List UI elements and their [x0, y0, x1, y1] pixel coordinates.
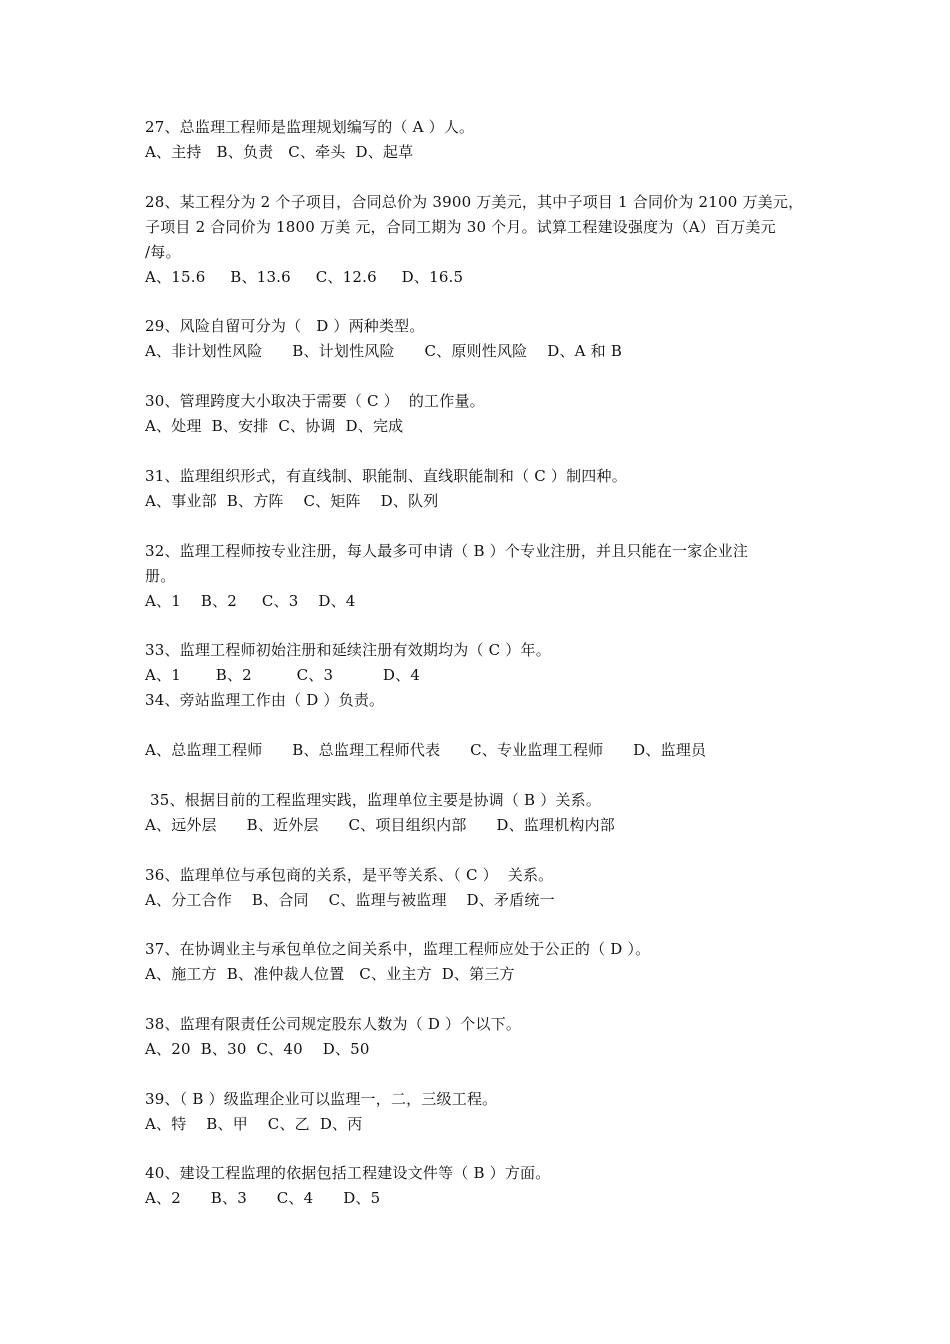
options-39: A、特 B、甲 C、乙 D、丙 [145, 1115, 363, 1133]
question-32-line-1: 32、监理工程师按专业注册，每人最多可申请（ B ）个专业注册，并且只能在一家企业注 [145, 542, 749, 560]
question-28-line-1: 28、某工程分为 2 个子项目，合同总价为 3900 万美元，其中子项目 1 合同价为 2100 万美元， [145, 193, 804, 211]
options-40: A、2 B、3 C、4 D、5 [145, 1189, 381, 1207]
options-30: A、处理 B、安排 C、协调 D、完成 [145, 417, 404, 435]
question-40: 40、建设工程监理的依据包括工程建设文件等（ B ）方面。 [145, 1164, 551, 1182]
question-34: 34、旁站监理工作由（ D ）负责。 [145, 691, 385, 709]
question-38: 38、监理有限责任公司规定股东人数为（ D ）个以下。 [145, 1015, 522, 1033]
options-37: A、施工方 B、准仲裁人位置 C、业主方 D、第三方 [145, 965, 515, 983]
question-30: 30、管理跨度大小取决于需要（ C ） 的工作量。 [145, 392, 485, 410]
options-29: A、非计划性风险 B、计划性风险 C、原则性风险 D、A 和 B [145, 342, 623, 360]
question-37: 37、在协调业主与承包单位之间关系中，监理工程师应处于公正的（ D ）。 [145, 940, 651, 958]
question-39: 39、（ B ）级监理企业可以监理一，二，三级工程。 [145, 1090, 498, 1108]
options-28: A、15.6 B、13.6 C、12.6 D、16.5 [145, 268, 464, 286]
question-28-line-2: 子项目 2 合同价为 1800 万美 元，合同工期为 30 个月。试算工程建设强度为（A）百万美元 [145, 218, 776, 236]
options-27: A、主持 B、负责 C、牵头 D、起草 [145, 143, 414, 161]
options-35: A、远外层 B、近外层 C、项目组织内部 D、监理机构内部 [145, 816, 615, 834]
question-28-line-3: /每。 [145, 243, 181, 261]
options-33: A、1 B、2 C、3 D、4 [145, 666, 421, 684]
options-31: A、事业部 B、方阵 C、矩阵 D、队列 [145, 492, 439, 510]
question-31: 31、监理组织形式，有直线制、职能制、直线职能制和（ C ）制四种。 [145, 467, 627, 485]
question-36: 36、监理单位与承包商的关系，是平等关系、（ C ） 关系。 [145, 866, 554, 884]
question-29: 29、风险自留可分为（ D ）两种类型。 [145, 317, 425, 335]
options-38: A、20 B、30 C、40 D、50 [145, 1040, 370, 1058]
question-35: 35、根据目前的工程监理实践，监理单位主要是协调（ B ）关系。 [145, 791, 602, 809]
question-27: 27、总监理工程师是监理规划编写的（ A ）人。 [145, 118, 475, 136]
question-32-line-2: 册。 [145, 567, 176, 585]
options-34: A、总监理工程师 B、总监理工程师代表 C、专业监理工程师 D、监理员 [145, 741, 707, 759]
options-36: A、分工合作 B、合同 C、监理与被监理 D、矛盾统一 [145, 891, 555, 909]
question-33: 33、监理工程师初始注册和延续注册有效期均为（ C ）年。 [145, 641, 551, 659]
options-32: A、1 B、2 C、3 D、4 [145, 592, 356, 610]
